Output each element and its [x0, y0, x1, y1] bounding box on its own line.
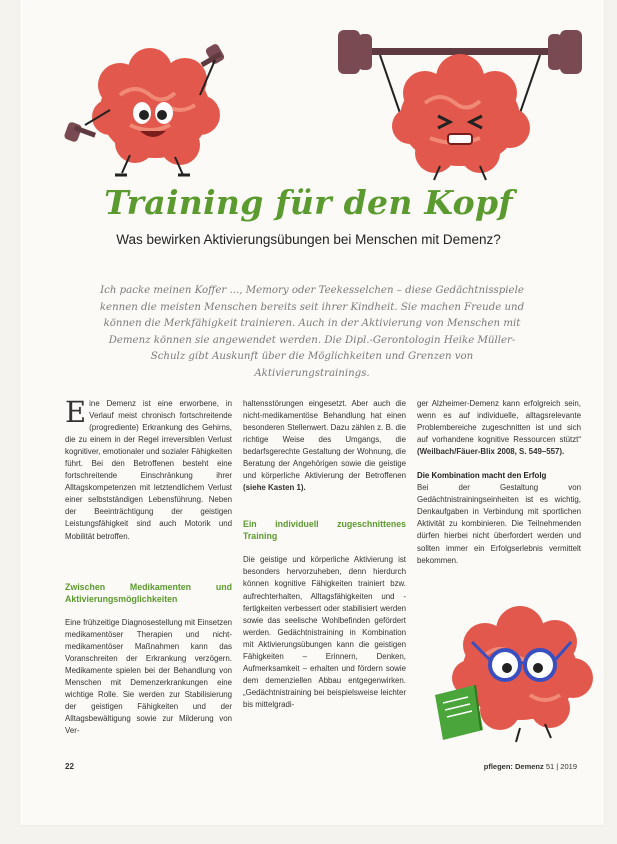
- page-number: 22: [65, 762, 74, 771]
- drop-cap: E: [65, 395, 87, 429]
- section-heading: Ein individuell zugeschnittenes Training: [243, 519, 406, 542]
- brain-barbell-illustration: [330, 18, 590, 188]
- paragraph: Bei der Gestaltung von Gedächtnistrainingseinheiten ist es wichtig, Denkaufgaben in Verbindung mit sportlichen Aktivität zu kombinieren. Die Teilnehmenden dürfen hierbei nicht überfordert werden und sollten immer ein Erfolgserlebnis vermittelt bekommen.: [417, 483, 581, 565]
- paragraph: Eine frühzeitige Diagnosestellung mit Einsetzen medikamentöser Therapien und nicht-medikamentöser Maßnahmen kann das Voranschreiten der Erkrankung verzögern. Medikamente spielen bei der Behandlung von Menschen mit Demenzerkrankungen eine wichtige Rolle. Sie werden zur Stabilisierung der geistigen Fähigkeiten und der Alltagsbewältigung sowie zur Milderung von Ver-: [65, 617, 232, 735]
- brain-dumbbell-illustration: [60, 25, 240, 185]
- intro-text: Ich packe meinen Koffer ..., Memory oder Teekesselchen – diese Gedächtnisspiele kennen die meisten Menschen bereits seit ihrer Kindheit. Sie machen Freude und können die Merkfähigkeit trainieren. Auch in der Aktivierung von Menschen mit Demenz können sie angewendet werden. Die Dipl.-Gerontologin Heike Müller-Schulz gibt Auskunft über die Möglichkeiten und Grenzen von Aktivierungstrainings.: [99, 285, 525, 379]
- article-column-1: [65, 395, 232, 737]
- paragraph: ine Demenz ist eine erworbene, in Verlauf meist chronisch fortschreitende (progrediente) Erkrankung des Gehirns, die zu einem in der Regel irreversiblen Verlust kognitiver, emotionaler und sozialer Fähigkeiten führt. Bei den Betroffenen besteht eine fortschreitende Einschränkung ihrer Alltagskompetenzen mit letztendlichem Verlust einer selbstständigen Lebensführung. Neben der Beeinträchtigung der geistigen Leistungsfähigkeit sind auch Motorik und Mobilität betroffen.: [65, 399, 232, 541]
- brain-icon: [380, 54, 540, 180]
- magazine-name: pflegen: Demenz: [483, 762, 544, 771]
- reference: (siehe Kasten 1).: [243, 483, 306, 493]
- brain-reading-illustration: [425, 600, 595, 745]
- article-column-2: [243, 398, 406, 711]
- reference: (Weilbach/Fäuer-Blix 2008, S. 549–557).: [417, 447, 565, 457]
- paragraph: Die geistige und körperliche Aktivierung ist besonders hervorzuheben, denn hierdurch können kognitive Fähigkeiten trainiert bzw. aufrechterhalten, Alltagsfähigkeiten und -fertigkeiten verbessert oder stabilisiert werden sowie das seelische Wohlbefinden gefördert werden. Gedächtnistraining in Kombination mit Aktivierungsübungen kann die geistigen Fähigkeiten – Erinnern, Denken, Aufmerksamkeit – erhalten und fördern sowie dem demenziellen Abbau entgegenwirken. „Gedächtnistraining bei beispielsweise leichter bis mittelgradi-: [243, 555, 406, 709]
- section-subheading: Die Kombination macht den Erfolg: [417, 471, 547, 481]
- paragraph: ger Alzheimer-Demenz kann erfolgreich sein, wenn es auf individuelle, alltagsrelevante Problembereiche zugeschnitten ist und sich auf vorhandene kognitive Ressourcen stützt“: [417, 399, 581, 445]
- magazine-footer: [484, 762, 577, 771]
- paragraph: haltensstörungen eingesetzt. Aber auch die nicht-medikamentöse Behandlung hat einen besonderen Stellenwert. Dazu zählen z. B. die richtige Weise des Umgangs, die bedarfsgerechte Gestaltung der Wohnung, die Beratung der Angehörigen sowie die geistige und körperliche Aktivierung der Betroffenen: [243, 399, 406, 481]
- book-icon: [435, 685, 483, 740]
- issue-number: 51 | 2019: [545, 762, 577, 771]
- page-title: Training für den Kopf: [104, 183, 513, 222]
- brain-icon: [85, 48, 220, 175]
- page-subtitle: Was bewirken Aktivierungsübungen bei Menschen mit Demenz?: [116, 232, 501, 247]
- section-heading: Zwischen Medikamenten und Aktivierungsmöglichkeiten: [65, 581, 232, 604]
- article-column-3: [417, 398, 581, 567]
